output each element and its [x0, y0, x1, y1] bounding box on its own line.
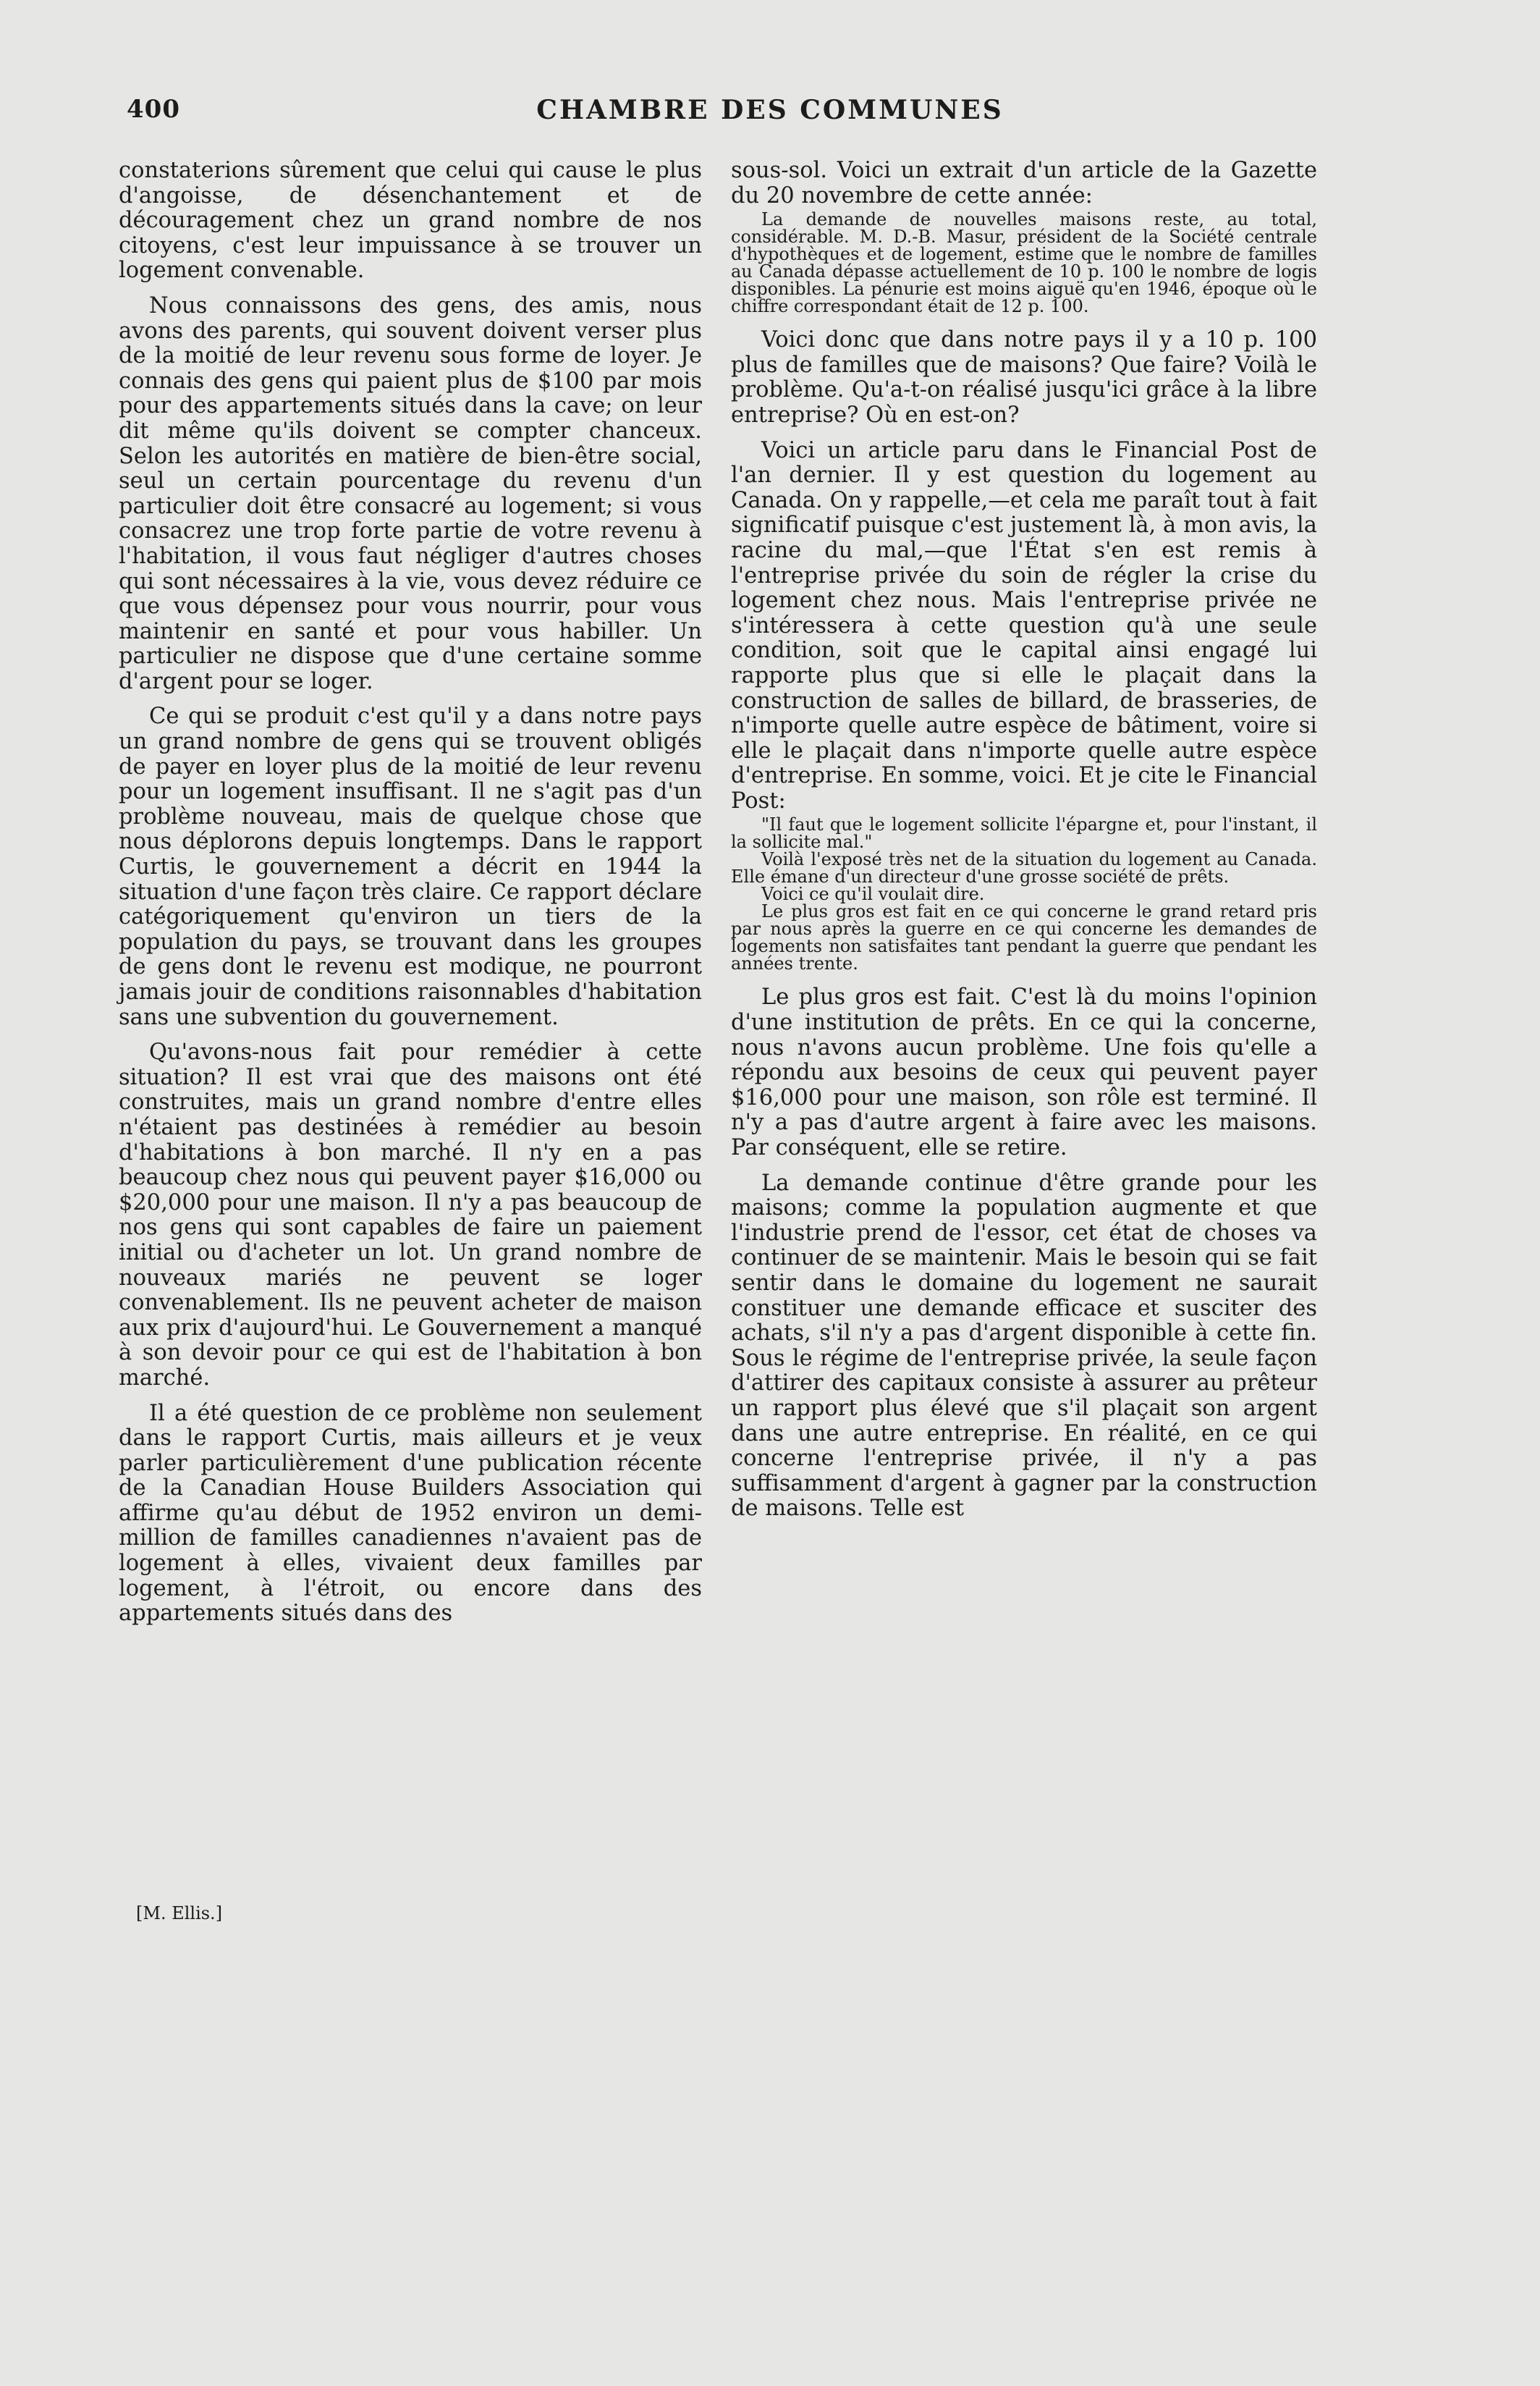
paragraph: Voici un article paru dans le Financial Post de l'an dernier. Il y est question du logement au Canada. On y rappelle,—et cela me paraît tout à fait significatif puisque c'est justement là, à mon avis, la racine du mal,—que l'État s'en est remis à l'entreprise privée du soin de régler la crise du logement chez nous. Mais l'entreprise privée ne s'intéressera à cette question qu'à une seule condition, soit que le capital ainsi engagé lui rapporte plus que si elle le plaçait dans la construction de salles de billard, de brasseries, de n'importe quelle autre espèce de bâtiment, voire si elle le plaçait dans n'importe quelle autre espèce d'entreprise. En somme, voici. Et je cite le Financial Post:: [731, 437, 1317, 814]
paragraph: Le plus gros est fait. C'est là du moins l'opinion d'une institution de prêts. En ce qui la concerne, nous n'avons aucun problème. Une fois qu'elle a répondu aux besoins de ceux qui peuvent payer $16,000 pour une maison, son rôle est terminé. Il n'y a pas d'autre argent à faire avec les maisons. Par conséquent, elle se retire.: [731, 985, 1317, 1161]
left-column: [119, 159, 702, 1627]
paragraph: Voici donc que dans notre pays il y a 10 p. 100 plus de familles que de maisons? Que faire? Voilà le problème. Qu'a-t-on réalisé jusqu'ici grâce à la libre entreprise? Où en est-on?: [731, 327, 1317, 428]
page-number: 400: [127, 95, 180, 124]
paragraph: constaterions sûrement que celui qui cause le plus d'angoisse, de désenchantement et de découragement chez un grand nombre de nos citoyens, c'est leur impuissance à se trouver un logement convenable.: [119, 158, 702, 284]
quoted-excerpt: Voilà l'exposé très net de la situation du logement au Canada. Elle émane d'un directeur d'une grosse société de prêts.: [731, 849, 1317, 888]
paragraph: Nous connaissons des gens, des amis, nous avons des parents, qui souvent doivent verser plus de la moitié de leur revenu sous forme de loyer. Je connais des gens qui paient plus de $100 par mois pour des appartements situés dans la cave; on leur dit même qu'ils doivent se compter chanceux. Selon les autorités en matière de bien-être social, seul un certain pourcentage du revenu d'un particulier doit être consacré au logement; si vous consacrez une trop forte partie de votre revenu à l'habitation, il vous faut négliger d'autres choses qui sont nécessaires à la vie, vous devez réduire ce que vous dépensez pour vous nourrir, pour vous maintenir en santé et pour vous habiller. Un particulier ne dispose que d'une certaine somme d'argent pour se loger.: [119, 292, 702, 694]
paragraph: La demande continue d'être grande pour les maisons; comme la population augmente et que l'industrie prend de l'essor, cet état de choses va continuer de se maintenir. Mais le besoin qui se fait sentir dans le domaine du logement ne saurait constituer une demande efficace et susciter des achats, s'il n'y a pas d'argent disponible à cette fin. Sous le régime de l'entreprise privée, la seule façon d'attirer des capitaux consiste à assurer au prêteur un rapport plus élevé que s'il plaçait son argent dans une autre entreprise. En réalité, en ce qui concerne l'entreprise privée, il n'y a pas suffisamment d'argent à gagner par la construction de maisons. Telle est: [731, 1170, 1317, 1522]
paragraph: Qu'avons-nous fait pour remédier à cette situation? Il est vrai que des maisons ont été construites, mais un grand nombre d'entre elles n'étaient pas destinées à remédier au besoin d'habitations à bon marché. Il n'y en a pas beaucoup chez nous qui peuvent payer $16,000 ou $20,000 pour une maison. Il n'y a pas beaucoup de nos gens qui sont capables de faire un paiement initial ou d'acheter un lot. Un grand nombre de nouveaux mariés ne peuvent se loger convenablement. Ils ne peuvent acheter de maison aux prix d'aujourd'hui. Le Gouvernement a manqué à son devoir pour ce qui est de l'habitation à bon marché.: [119, 1040, 702, 1391]
speaker-attribution: [M. Ellis.]: [136, 1903, 223, 1923]
quoted-excerpt: "Il faut que le logement sollicite l'épargne et, pour l'instant, il la sollicite mal.": [731, 814, 1317, 853]
paragraph: Ce qui se produit c'est qu'il y a dans notre pays un grand nombre de gens qui se trouvent obligés de payer en loyer plus de la moitié de leur revenu pour un logement insuffisant. Il ne s'agit pas d'un problème nouveau, mais de quelque chose que nous déplorons depuis longtemps. Dans le rapport Curtis, le gouvernement a décrit en 1944 la situation d'une façon très claire. Ce rapport déclare catégoriquement qu'environ un tiers de la population du pays, se trouvant dans les groupes de gens dont le revenu est modique, ne pourront jamais jouir de conditions raisonnables d'habitation sans une subvention du gouvernement.: [119, 704, 702, 1030]
paragraph: Il a été question de ce problème non seulement dans le rapport Curtis, mais ailleurs et je veux parler particulièrement d'une publication récente de la Canadian House Builders Association qui affirme qu'au début de 1952 environ un demi-million de familles canadiennes n'avaient pas de logement à elles, vivaient deux familles par logement, à l'étroit, ou encore dans des appartements situés dans des: [119, 1400, 702, 1627]
paragraph: sous-sol. Voici un extrait d'un article de la Gazette du 20 novembre de cette année:: [731, 158, 1317, 208]
quoted-excerpt: La demande de nouvelles maisons reste, au total, considérable. M. D.-B. Masur, président de la Société centrale d'hypothèques et de logement, estime que le nombre de familles au Canada dépasse actuellement de 10 p. 100 le nombre de logis disponibles. La pénurie est moins aiguë qu'en 1946, époque où le chiffre correspondant était de 12 p. 100.: [731, 209, 1317, 317]
quoted-excerpt: Le plus gros est fait en ce qui concerne le grand retard pris par nous après la guerre en ce qui concerne les demandes de logements non satisfaites tant pendant la guerre que pendant les années trente.: [731, 901, 1317, 974]
right-column: [731, 159, 1317, 1522]
quoted-excerpt: Voici ce qu'il voulait dire.: [761, 884, 985, 905]
running-head: CHAMBRE DES COMMUNES: [536, 95, 1004, 125]
